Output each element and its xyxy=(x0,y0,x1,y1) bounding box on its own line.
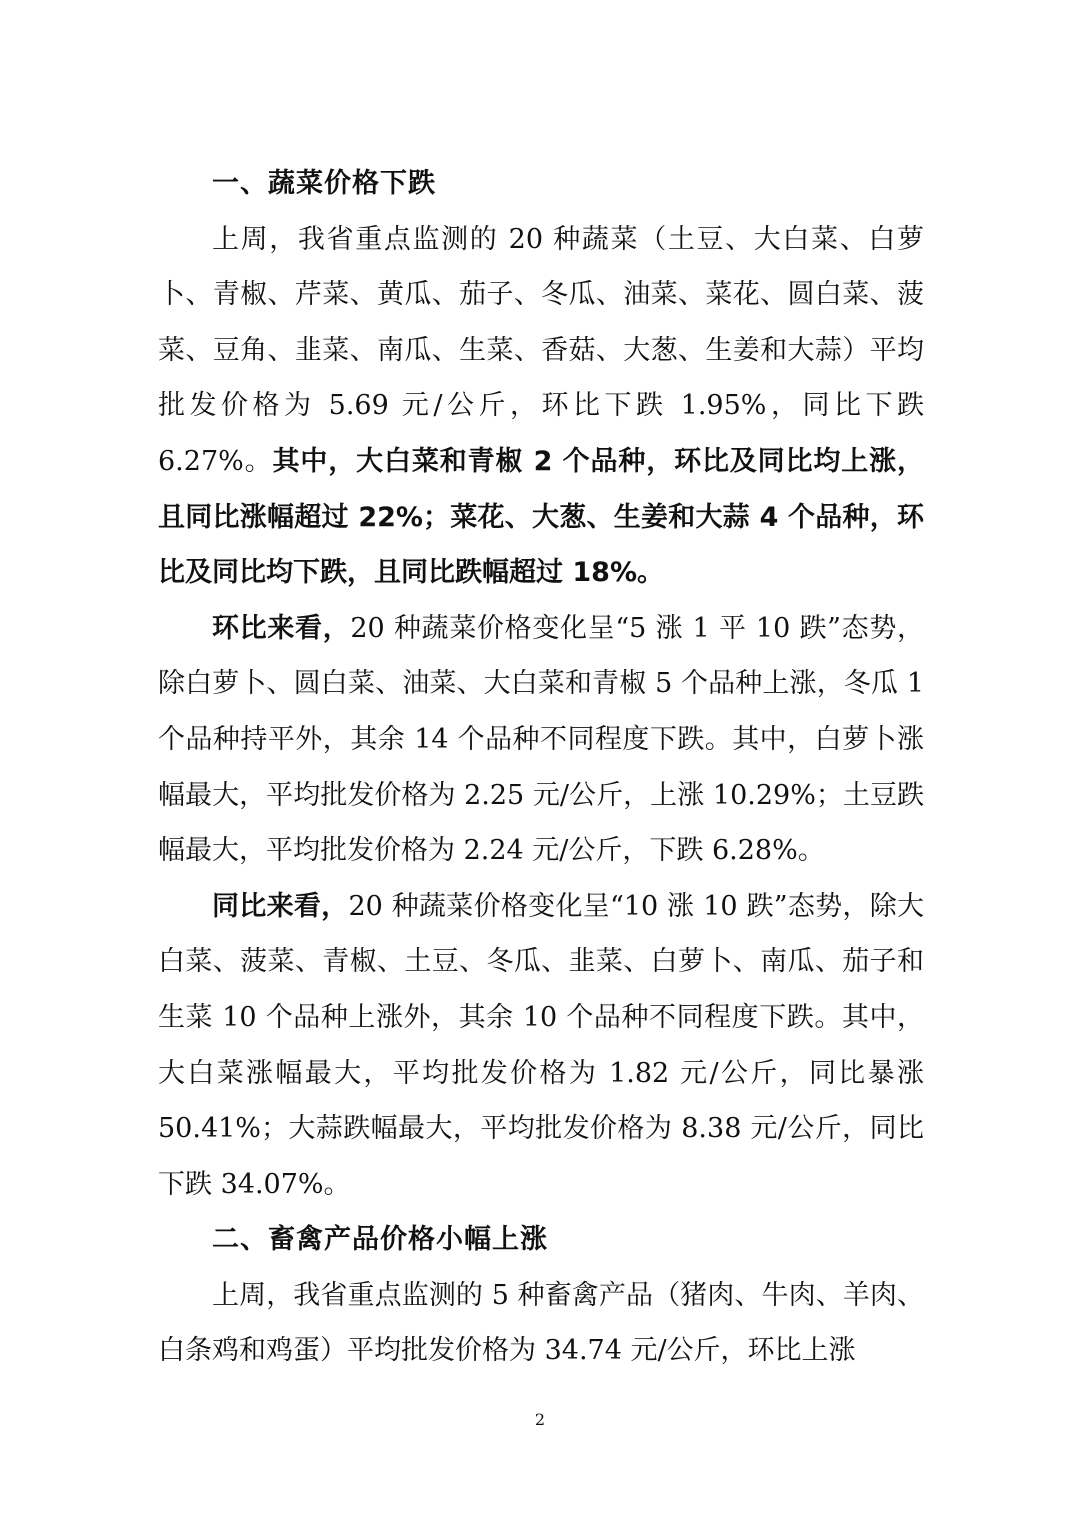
paragraph-month-on-month xyxy=(158,601,924,879)
paragraph-vegetable-summary xyxy=(158,212,924,601)
page-number: 2 xyxy=(534,1410,546,1429)
paragraph-year-on-year xyxy=(158,879,924,1213)
vegetable-summary-highlight: 其中，大白菜和青椒 2 个品种，环比及同比均上涨，且同比涨幅超过 22%；菜花、大葱、生姜和大蒜 4 个品种，环比及同比均下跌，且同比跌幅超过 18%。 xyxy=(158,445,924,589)
section-heading-vegetables: 一、蔬菜价格下跌 xyxy=(212,168,436,199)
vegetable-summary-text: 上周，我省重点监测的 20 种蔬菜（土豆、大白菜、白萝卜、青椒、芹菜、黄瓜、茄子、冬瓜、油菜、菜花、圆白菜、菠菜、豆角、韭菜、南瓜、生菜、香菇、大葱、生姜和大蒜）平均批发价格为 5.69 元/公斤，环比下跌 1.95%，同比下跌 6.27%。 xyxy=(158,223,924,477)
month-on-month-text: 20 种蔬菜价格变化呈“5 涨 1 平 10 跌”态势，除白萝卜、圆白菜、油菜、大白菜和青椒 5 个品种上涨，冬瓜 1 个品种持平外，其余 14 个品种不同程度下跌。其中，白萝卜涨幅最大，平均批发价格为 2.25 元/公斤，上涨 10.29%；土豆跌幅最大，平均批发价格为 2.24 元/公斤，下跌 6.28%。 xyxy=(158,612,925,867)
year-on-year-lead: 同比来看， xyxy=(212,890,349,922)
document-body xyxy=(158,156,924,1379)
section-heading-livestock: 二、畜禽产品价格小幅上涨 xyxy=(212,1224,548,1256)
year-on-year-text: 20 种蔬菜价格变化呈“10 涨 10 跌”态势，除大白菜、菠菜、青椒、土豆、冬瓜、韭菜、白萝卜、南瓜、茄子和生菜 10 个品种上涨外，其余 10 个品种不同程度下跌。其中，大白菜涨幅最大，平均批发价格为 1.82 元/公斤，同比暴涨 50.41%；大蒜跌幅最大，平均批发价格为 8.38 元/公斤，同比下跌 34.07%。 xyxy=(158,890,925,1200)
month-on-month-lead: 环比来看， xyxy=(212,612,351,644)
paragraph-livestock-summary: 上周，我省重点监测的 5 种畜禽产品（猪肉、牛肉、羊肉、白条鸡和鸡蛋）平均批发价格为 34.74 元/公斤，环比上涨 xyxy=(158,1279,924,1367)
